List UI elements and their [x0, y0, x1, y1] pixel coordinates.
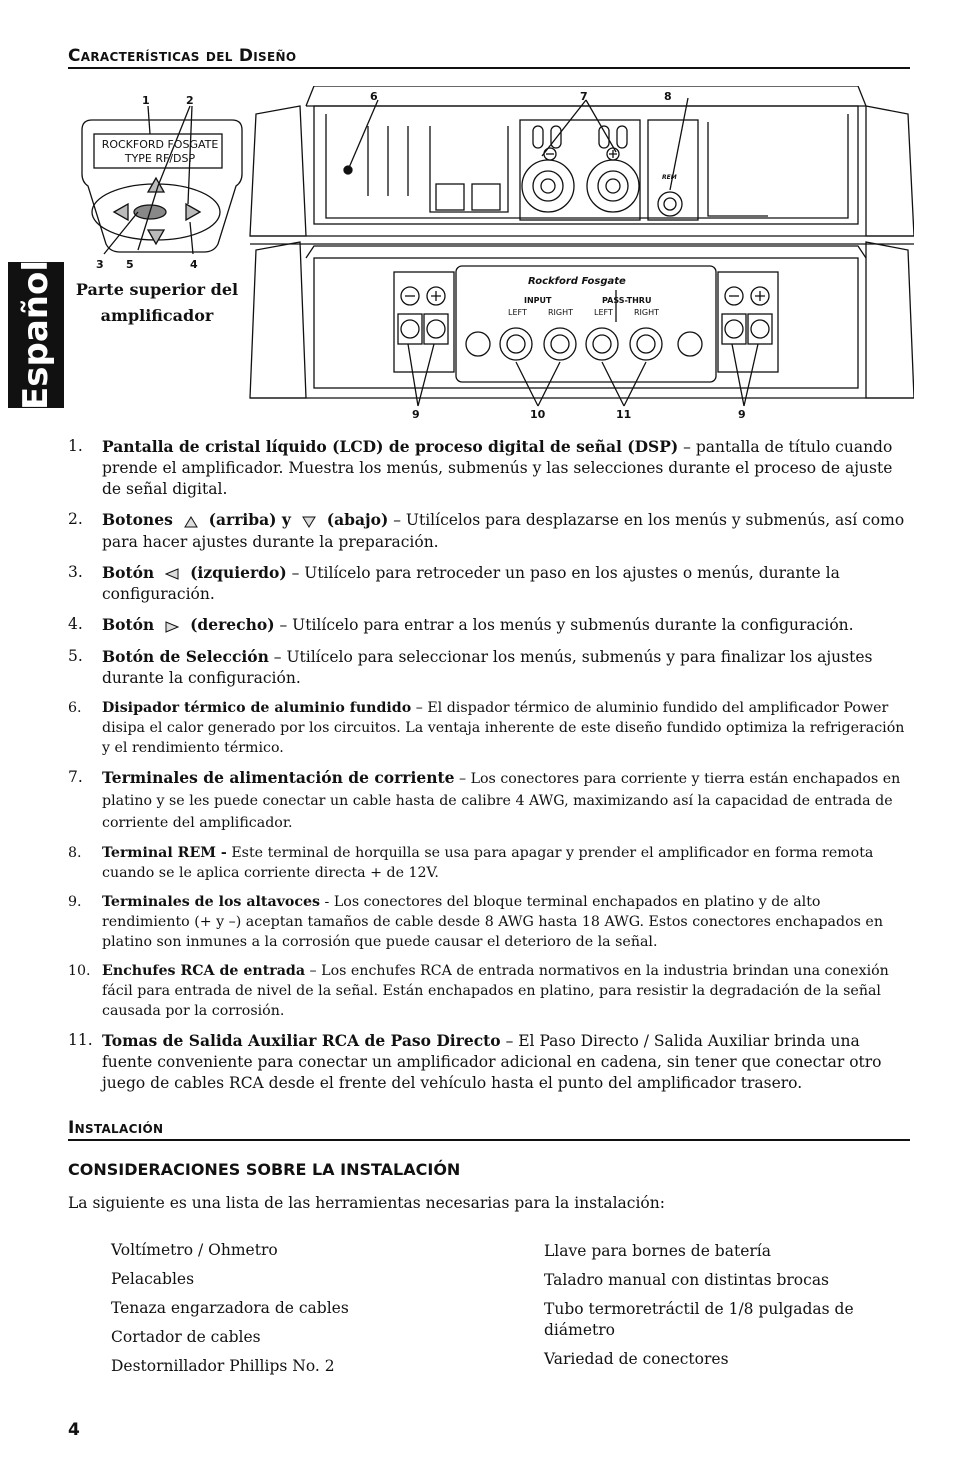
pass-right-label: RIGHT — [634, 308, 660, 317]
callout-7: 7 — [580, 90, 588, 103]
item-title-right: (derecho) — [190, 615, 275, 634]
item-text: – Los conectores para corriente y tierra están enchapados en platino y se les puede conectar un cable hasta de calibre 4 AWG, maximizando así la capacidad de entrada de corriente del amplificador. — [102, 770, 901, 831]
item-title: Tomas de Salida Auxiliar RCA de Paso Directo — [102, 1030, 501, 1050]
list-item: Tenaza engarzadora de cables — [111, 1299, 349, 1317]
item-number: 8. — [68, 844, 82, 861]
callout-5: 5 — [126, 258, 134, 271]
item-text: – pantalla de título cuando prende el amplificador. Muestra los menús, submenús y las selecciones durante el proceso de ajuste de señal digital. — [102, 438, 893, 498]
list-item: Variedad de conectores — [544, 1350, 729, 1368]
up-triangle-icon — [178, 511, 204, 532]
item-title: Enchufes RCA de entrada — [102, 962, 306, 979]
item-title: Disipador térmico de aluminio fundido — [102, 699, 412, 716]
item-text: - Los conectores del bloque terminal enchapados en platino y de alto rendimiento (+ y –) aceptan tamaños de cable desde 8 AWG hasta 18 AWG. Estos conectores enchapados en platino son inmunes a la corrosión que puede causar el deterioro de la señal. — [102, 893, 883, 950]
list-item: Cortador de cables — [111, 1328, 261, 1346]
list-item: Taladro manual con distintas brocas — [544, 1271, 830, 1289]
callout-11: 11 — [616, 408, 632, 421]
item-title: Terminales de los altavoces — [102, 893, 321, 910]
item-title: Pantalla de cristal líquido (LCD) de proceso digital de señal (DSP) — [102, 437, 679, 456]
install-subheading: CONSIDERACIONES SOBRE LA INSTALACIÓN — [68, 1160, 461, 1179]
item-title: Botones — [102, 510, 173, 529]
item-text: – Utilícelo para retroceder un paso en los ajustes o menús, durante la configuración. — [102, 563, 840, 603]
amplifier-diagram — [68, 86, 914, 426]
item-text: – El Paso Directo / Salida Auxiliar brinda una fuente conveniente para conectar un amplificador adicional en cadena, sin tener que conectar otro juego de cables RCA desde el frente del vehículo hasta el punto del amplificador trasero. — [102, 1031, 882, 1092]
item-title: Botón — [102, 615, 155, 634]
list-item: Destornillador Phillips No. 2 — [111, 1357, 335, 1375]
list-item — [68, 698, 910, 758]
item-number: 2. — [68, 510, 83, 528]
feature-list — [68, 436, 910, 1103]
lcd-line-2: TYPE RF/DSP — [124, 152, 196, 165]
item-title: Terminal REM - — [102, 844, 227, 861]
callout-9-right: 9 — [738, 408, 746, 421]
item-text: – Utilícelo para seleccionar los menús, submenús y para finalizar los ajustes durante la configuración. — [102, 647, 873, 687]
list-item — [68, 562, 910, 606]
item-number: 9. — [68, 893, 82, 910]
caption-line-2: amplificador — [100, 306, 214, 325]
callout-8: 8 — [664, 90, 672, 103]
item-title-down: (abajo) — [326, 510, 389, 529]
section-title-install: Instalación — [68, 1118, 910, 1141]
rem-label: REM — [662, 174, 677, 181]
amplifier-drawing — [68, 86, 914, 426]
list-item: Tubo termoretráctil de 1/8 pulgadas de diámetro — [544, 1300, 854, 1339]
item-text: – Utilícelo para entrar a los menús y submenús durante la configuración. — [274, 616, 854, 634]
callout-2: 2 — [186, 94, 194, 107]
list-item — [68, 961, 910, 1021]
item-number: 11. — [68, 1030, 93, 1049]
item-title: Terminales de alimentación de corriente — [102, 767, 455, 787]
input-left-label: LEFT — [508, 308, 527, 317]
tools-list-right — [544, 1241, 884, 1378]
list-item — [68, 843, 910, 883]
callout-6: 6 — [370, 90, 378, 103]
page-number: 4 — [68, 1420, 80, 1440]
item-text: – Los enchufes RCA de entrada normativos en la industria brindan una conexión fácil para entrada de nivel de la señal. Están enchapados en platino, para resistir la degradación de la señal causada por la corrosión. — [102, 962, 889, 1019]
install-intro: La siguiente es una lista de las herramientas necesarias para la instalación: — [68, 1194, 665, 1212]
callout-1: 1 — [142, 94, 150, 107]
item-text: – Utilícelos para desplazarse en los menús y submenús, así como para hacer ajustes durante la preparación. — [102, 511, 905, 551]
list-item — [68, 436, 910, 500]
input-label: INPUT — [524, 296, 552, 305]
lcd-display — [96, 138, 224, 166]
list-item — [68, 767, 910, 834]
language-side-tab — [8, 262, 64, 408]
item-number: 5. — [68, 646, 83, 665]
diagram-caption — [68, 277, 246, 329]
callout-10: 10 — [530, 408, 546, 421]
list-item — [68, 509, 910, 553]
callout-4: 4 — [190, 258, 198, 271]
item-number: 1. — [68, 437, 83, 455]
list-item — [68, 892, 910, 952]
item-title: Botón — [102, 562, 155, 582]
item-title-left: (izquierdo) — [190, 562, 287, 582]
item-title-up: (arriba) y — [208, 510, 291, 529]
down-triangle-icon — [296, 511, 322, 532]
callout-9-left: 9 — [412, 408, 420, 421]
item-number: 3. — [68, 562, 83, 581]
section-title-design: Características del Diseño — [68, 46, 910, 69]
right-triangle-icon — [159, 616, 185, 637]
list-item: Llave para bornes de batería — [544, 1242, 771, 1260]
pass-thru-label: PASS-THRU — [602, 296, 652, 305]
side-tab-label: Español — [16, 260, 56, 410]
brand-logo: Rockford Fosgate — [528, 276, 626, 287]
lcd-line-1: ROCKFORD FOSGATE — [101, 138, 219, 151]
left-triangle-icon — [159, 563, 185, 584]
list-item — [68, 1030, 910, 1094]
pass-left-label: LEFT — [594, 308, 613, 317]
list-item — [68, 646, 910, 689]
item-number: 4. — [68, 615, 83, 633]
tools-list-left — [111, 1240, 511, 1385]
item-text: Este terminal de horquilla se usa para apagar y prender el amplificador en forma remota cuando se le aplica corriente directa + de 12V. — [102, 844, 874, 881]
item-title: Botón de Selección — [102, 646, 269, 666]
item-number: 6. — [68, 699, 82, 716]
item-number: 7. — [68, 767, 83, 786]
callout-3: 3 — [96, 258, 104, 271]
list-item — [68, 614, 910, 637]
list-item: Pelacables — [111, 1270, 195, 1288]
item-text: – El dispador térmico de aluminio fundido del amplificador Power disipa el calor generado por los circuitos. La ventaja inherente de este diseño fundido optimiza la refrigeración y el rendimiento térmico. — [102, 699, 905, 756]
list-item: Voltímetro / Ohmetro — [111, 1241, 278, 1259]
input-right-label: RIGHT — [548, 308, 574, 317]
caption-line-1: Parte superior del — [75, 280, 239, 299]
item-number: 10. — [68, 962, 91, 979]
